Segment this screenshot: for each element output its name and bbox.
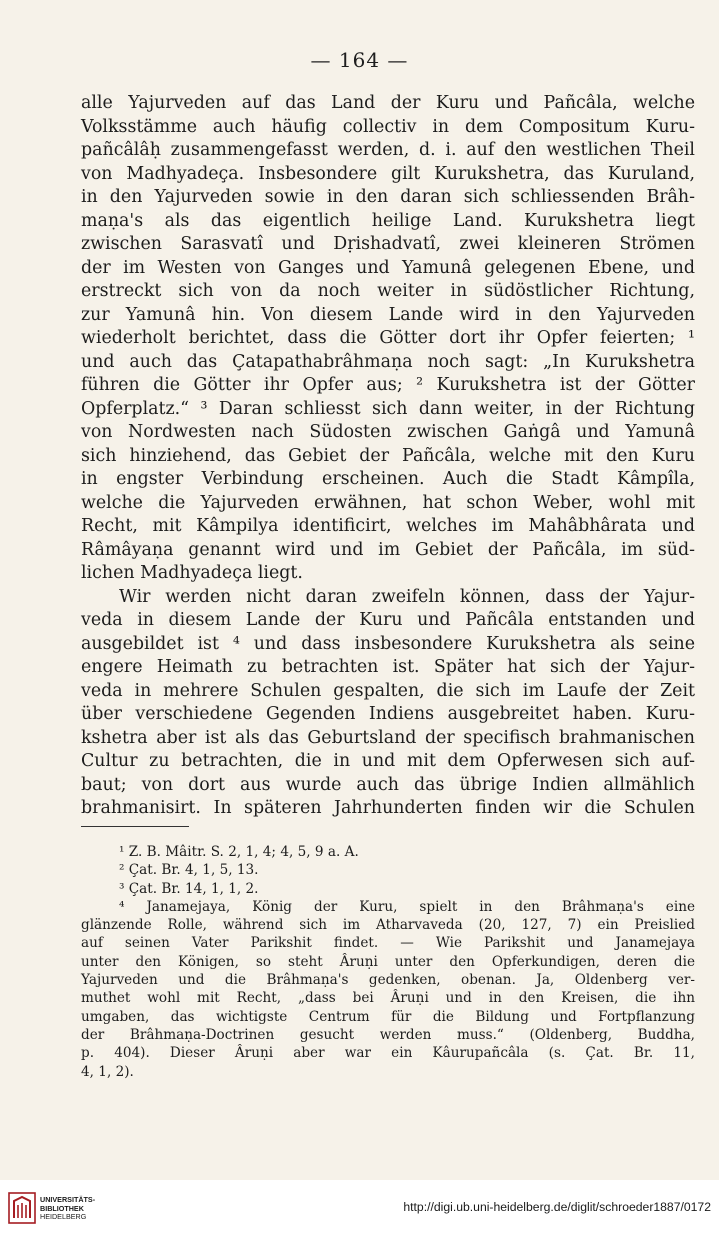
body-line: zwischen Sarasvatî und Dṛishadvatî, zwei kleineren Strömen	[81, 234, 695, 254]
footnote-line: p. 404). Dieser Âruṇi aber war ein Kâurupañcâla (s. Çat. Br. 11,	[81, 1045, 695, 1062]
footnote-line: der Brâhmaṇa-Doctrinen gesucht werden muss.“ (Oldenberg, Buddha,	[81, 1026, 695, 1043]
footnote-line: ² Çat. Br. 4, 1, 5, 13.	[119, 862, 259, 879]
body-line: führen die Götter ihr Opfer aus; ² Kurukshetra ist der Götter	[81, 375, 695, 395]
body-line: pañcâlâḥ zusammengefasst werden, d. i. auf den westlichen Theil	[81, 140, 695, 160]
footnote-line: ³ Çat. Br. 14, 1, 1, 2.	[119, 880, 259, 897]
body-line: von Madhyadeça. Insbesondere gilt Kurukshetra, das Kuruland,	[81, 163, 695, 184]
viewer-footer	[0, 1180, 719, 1235]
body-line: zur Yamunâ hin. Von diesem Lande wird in den Yajurveden	[81, 304, 695, 325]
body-line: kshetra aber ist als das Geburtsland der specifisch brahmanischen	[81, 727, 695, 748]
body-line: Volksstämme auch häufig collectiv in dem Compositum Kuru-	[81, 116, 695, 137]
body-line: Cultur zu betrachten, die in und mit dem Opferwesen sich auf-	[81, 751, 695, 771]
body-line: über verschiedene Gegenden Indiens ausgebreitet haben. Kuru-	[81, 704, 695, 724]
university-library-logo-icon	[8, 1192, 36, 1224]
footnote-line: ¹ Z. B. Mâitr. S. 2, 1, 4; 4, 5, 9 a. A.	[119, 844, 359, 860]
body-line: baut; von dort aus wurde auch das übrige Indien allmählich	[81, 774, 695, 795]
library-name-line: HEIDELBERG	[40, 1212, 87, 1222]
footnote-line: 4, 1, 2).	[81, 1063, 134, 1080]
body-line: brahmanisirt. In späteren Jahrhunderten finden wir die Schulen	[81, 798, 695, 818]
body-line: in den Yajurveden sowie in den daran sich schliessenden Brâh-	[81, 187, 695, 207]
body-line: lichen Madhyadeça liegt.	[81, 563, 303, 583]
body-line: Recht, mit Kâmpilya identificirt, welches im Mahâbhârata und	[81, 516, 695, 536]
page-number: — 164 —	[310, 48, 409, 72]
body-line: ausgebildet ist ⁴ und dass insbesondere Kurukshetra als seine	[81, 633, 695, 654]
body-text	[81, 92, 695, 821]
body-line: veda in mehrere Schulen gespalten, die sich im Laufe der Zeit	[81, 680, 695, 701]
footnote-line: unter den Königen, so steht Âruṇi unter den Opferkundigen, deren die	[81, 953, 695, 970]
footnotes	[81, 843, 695, 1081]
body-line: welche die Yajurveden erwähnen, hat schon Weber, wohl mit	[81, 492, 695, 513]
footnote-line: ⁴ Janamejaya, König der Kuru, spielt in den Brâhmaṇa's eine	[119, 898, 695, 915]
footnote-line: glänzende Rolle, während sich im Atharvaveda (20, 127, 7) ein Preislied	[81, 917, 695, 934]
body-line: der im Westen von Ganges und Yamunâ gelegenen Ebene, und	[81, 257, 695, 278]
footnote-line: Yajurveden und die Brâhmaṇa's gedenken, obenan. Ja, Oldenberg ver-	[81, 972, 695, 989]
footnote-line: muthet wohl mit Recht, „dass bei Âruṇi und in den Kreisen, die ihn	[81, 990, 695, 1007]
body-line: Opferplatz.“ ³ Daran schliesst sich dann weiter, in der Richtung	[81, 398, 695, 419]
body-line: in engster Verbindung erscheinen. Auch die Stadt Kâmpîla,	[81, 469, 695, 489]
body-line: erstreckt sich von da noch weiter in südöstlicher Richtung,	[81, 281, 695, 301]
footnote-line: auf seinen Vater Parikshit findet. — Wie Parikshit und Janamejaya	[81, 935, 695, 952]
body-line: Râmâyaṇa genannt wird und im Gebiet der Pañcâla, im süd-	[81, 539, 695, 560]
footnote-divider	[81, 826, 189, 827]
library-name-line: BIBLIOTHEK	[40, 1203, 84, 1213]
library-name	[40, 1196, 95, 1222]
body-line: veda in diesem Lande der Kuru und Pañcâla entstanden und	[81, 610, 695, 630]
body-line: und auch das Çatapathabrâhmaṇa noch sagt: „In Kurukshetra	[81, 351, 695, 372]
body-line: von Nordwesten nach Südosten zwischen Gaṅgâ und Yamunâ	[81, 422, 695, 442]
body-line: engere Heimath zu betrachten ist. Später hat sich der Yajur-	[81, 657, 695, 677]
body-line: Wir werden nicht daran zweifeln können, dass der Yajur-	[119, 586, 695, 607]
body-line: alle Yajurveden auf das Land der Kuru und Pañcâla, welche	[81, 93, 695, 113]
footnote-line: umgaben, das wichtigste Centrum für die Bildung und Fortpflanzung	[81, 1008, 695, 1025]
library-name-line: UNIVERSITÄTS-	[40, 1195, 96, 1204]
body-line: sich hinziehend, das Gebiet der Pañcâla, welche mit den Kuru	[81, 445, 695, 466]
permalink-url[interactable]: http://digi.ub.uni-heidelberg.de/diglit/schroeder1887/0172	[403, 1200, 711, 1214]
body-line: maṇa's als das eigentlich heilige Land. Kurukshetra liegt	[81, 210, 695, 231]
body-line: wiederholt berichtet, dass die Götter dort ihr Opfer feierten; ¹	[81, 328, 695, 348]
